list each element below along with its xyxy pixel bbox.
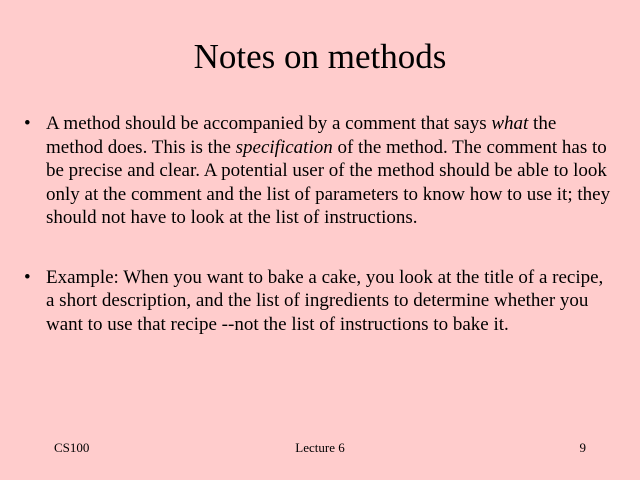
bullet-item-specification bbox=[0, 112, 640, 230]
bullet-dot-icon: • bbox=[24, 113, 31, 134]
footer-page-number: 9 bbox=[579, 440, 586, 455]
bullet-list bbox=[0, 112, 640, 336]
bullet-text-segment: Example: When you want to bake a cake, you look at the title of a recipe, a short description, and the list of ingredients to determine whether you want to use that recipe --not the list of instructions to bake it. bbox=[46, 266, 604, 335]
footer-lecture: Lecture 6 bbox=[295, 440, 345, 455]
bullet-text bbox=[46, 113, 610, 228]
bullet-text bbox=[46, 267, 603, 335]
bullet-text-emphasis: what bbox=[491, 113, 529, 134]
bullet-text-segment: of the method. The comment has to be precise and clear. A potential user of the method should be able to look only at the comment and the list of parameters to know how to use it; they should not have to look at the list of instructions. bbox=[46, 136, 611, 228]
slide-title: Notes on methods bbox=[193, 37, 447, 76]
bullet-dot-icon: • bbox=[24, 266, 31, 288]
bullet-text-segment: A method should be accompanied by a comment that says bbox=[46, 113, 492, 134]
bullet-text-segment: the method does. This is the bbox=[46, 113, 557, 158]
bullet-text-emphasis: specification bbox=[235, 136, 333, 158]
footer-course: CS100 bbox=[54, 440, 90, 455]
bullet-item-example bbox=[0, 266, 640, 337]
